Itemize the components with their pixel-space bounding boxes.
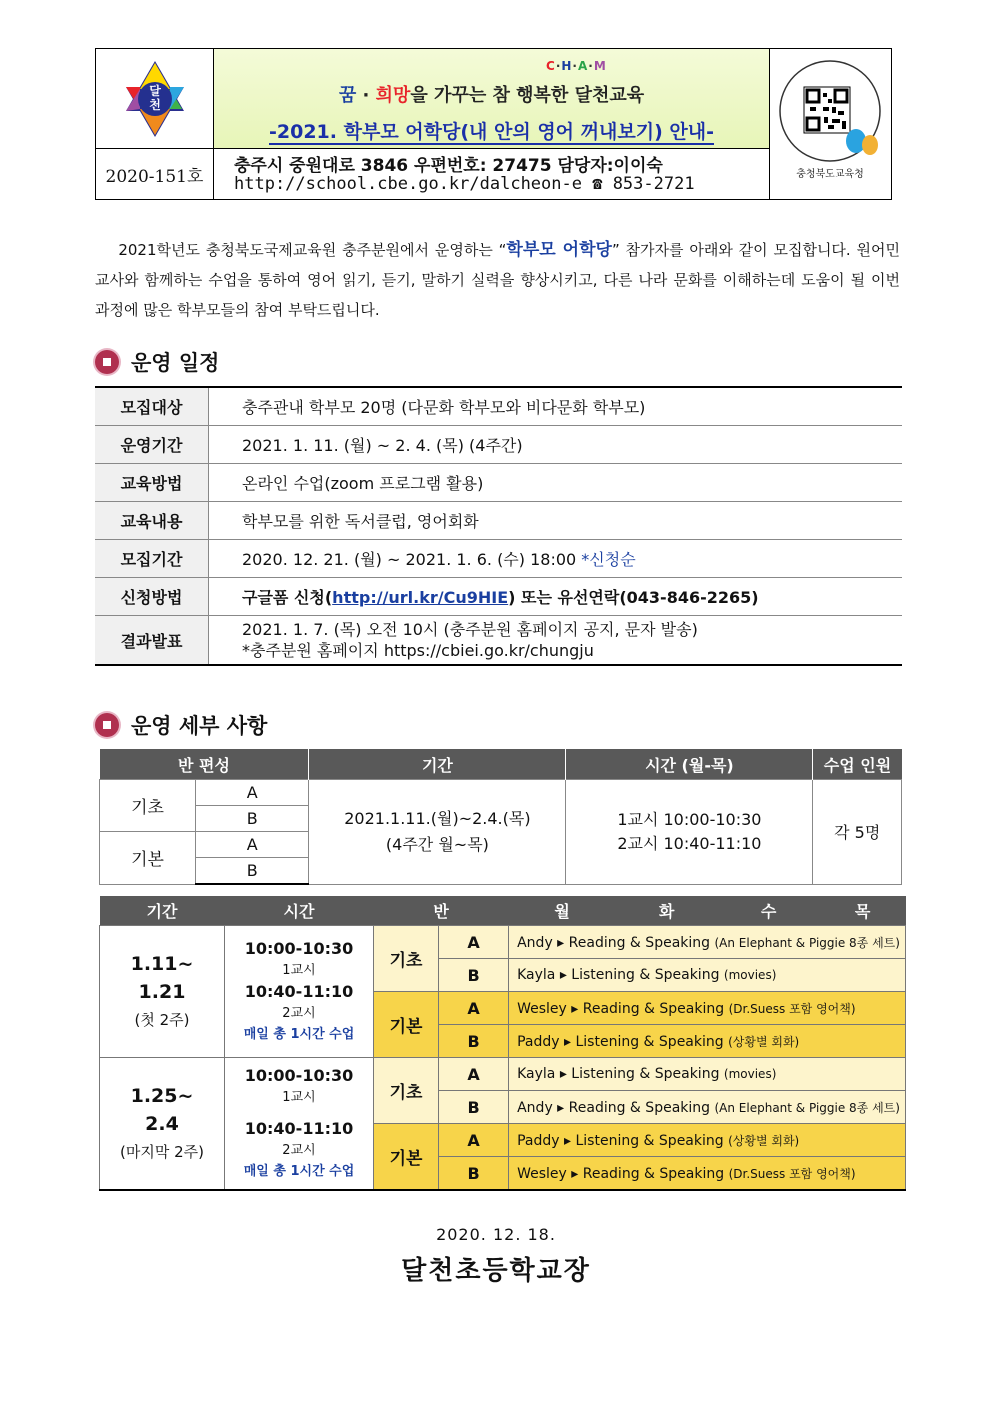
qr-code-icon <box>770 49 890 197</box>
school-logo-icon <box>96 49 214 149</box>
school-slogan: 꿈 · 희망을 가꾸는 참 행복한 달천교육 <box>338 85 645 106</box>
table-row: B Paddy ▸ Listening & Speaking (상황별 회화) <box>100 1025 906 1058</box>
intro-paragraph: 2021학년도 충청북도국제교육원 충주분원에서 운영하는 “학부모 어학당” 참가자를 아래와 같이 모집합니다. 원어민 교사와 함께하는 수업을 통하여 영어 읽기, 듣기, 말하기 실력을 향상시키고, 다른 나라 문화를 이해하는데 도움이 될 이번 과정에 많은 학부모들의 참여 부탁드립니다. <box>95 240 900 319</box>
school-logo-cell <box>96 49 214 149</box>
table-row: B Andy ▸ Reading & Speaking (An Elephant & Piggie 8종 세트) <box>100 1091 906 1124</box>
school-address: 충주시 중원대로 3846 우편번호: 27475 담당자:이이숙 <box>234 156 663 176</box>
table-row: 1.25~ 2.4 (마지막 2주) 10:00-10:30 1교시 10:40-11:10 2교시 매일 총 1시간 수업 기초 A Kayla ▸ Listening & Speaking (movies) <box>100 1058 906 1091</box>
document-header <box>95 48 892 200</box>
office-logo-cell <box>769 49 891 199</box>
table-row: 모집대상 충주관내 학부모 20명 (다문화 학부모와 비다문화 학부모) <box>95 387 902 426</box>
table-row: 운영기간 2021. 1. 11. (월) ~ 2. 4. (목) (4주간) <box>95 426 902 464</box>
weekly-schedule-table: 기간 시간 반 월 화 수 목 1.11~ 1.21 (첫 2주) 10:00-10:30 1교시 10:40-11:10 2교시 매일 총 1시간 수업 기초 A Andy ▸ Reading & Speaking (An Elephant & Piggie 8종 세트) B Kayla ▸ Listening & Speaking (movies) 기본 A Wesley ▸ Reading & Speaking (Dr.Suess 포함 영어책) B Paddy ▸ Listening & Speaking (상황별 회화) 1.25~ 2.4 (마지막 2주) 10:00-10:30 1교시 10:40-11:10 2교시 매일 총 1시간 수업 기초 A Kayla ▸ Listening & Speaking (movies) B Andy ▸ Reading & Speaking (An Elephant & Piggie 8종 세트) 기본 A Paddy ▸ Listening & Speaking (상황별 회화) B Wesley ▸ Reading & Speaking (Dr.Suess 포함 영어책) <box>99 896 906 1191</box>
office-name-text: 충청북도교육청 <box>796 169 864 180</box>
section-title-schedule: 운영 일정 <box>95 347 219 377</box>
signature-line: 달천초등학교장 <box>401 1256 591 1286</box>
table-row: 기본 A Paddy ▸ Listening & Speaking (상황별 회화) <box>100 1124 906 1157</box>
school-contact <box>214 149 769 199</box>
google-form-link[interactable]: http://url.kr/Cu9HIE <box>332 588 509 607</box>
table-row: 1.11~ 1.21 (첫 2주) 10:00-10:30 1교시 10:40-11:10 2교시 매일 총 1시간 수업 기초 A Andy ▸ Reading & Speaking (An Elephant & Piggie 8종 세트) <box>100 926 906 959</box>
table-row: B Wesley ▸ Reading & Speaking (Dr.Suess 포함 영어책) <box>100 1157 906 1191</box>
table-row: 교육내용 학부모를 위한 독서클럽, 영어회화 <box>95 502 902 540</box>
cham-label: C·H·A·M <box>546 59 607 73</box>
table-row: 모집기간 2020. 12. 21. (월) ~ 2021. 1. 6. (수) 18:00 *신청순 <box>95 540 902 578</box>
intro-highlight: 학부모 어학당 <box>506 240 612 260</box>
class-summary-table: 반 편성 기간 시간 (월-목) 수업 인원 기초 A 2021.1.11.(월)~2.4.(목) (4주간 월~목) 1교시 10:00-10:30 2교시 10:40-11:10 각 5명 B 기본 A B <box>99 749 902 885</box>
table-row: B Kayla ▸ Listening & Speaking (movies) <box>100 959 906 992</box>
document-number: 2020-151호 <box>96 149 214 199</box>
table-row: 결과발표 2021. 1. 7. (목) 오전 10시 (충주분원 홈페이지 공지, 문자 발송) *충주분원 홈페이지 https://cbiei.go.kr/chungju <box>95 616 902 666</box>
table-row: 신청방법 구글폼 신청(http://url.kr/Cu9HIE) 또는 유선연락(043-846-2265) <box>95 578 902 616</box>
schedule-info-table <box>95 386 902 666</box>
section-title-details: 운영 세부 사항 <box>95 710 267 740</box>
header-title-cell <box>214 49 769 149</box>
school-url-phone: http://school.cbe.go.kr/dalcheon-e ☎ 853-2721 <box>234 174 695 194</box>
table-row: 기본 A Wesley ▸ Reading & Speaking (Dr.Suess 포함 영어책) <box>100 992 906 1025</box>
table-row: 교육방법 온라인 수업(zoom 프로그램 활용) <box>95 464 902 502</box>
svg-text:천: 천 <box>149 98 161 112</box>
bullet-icon <box>95 713 119 737</box>
document-subtitle: -2021. 학부모 어학당(내 안의 영어 꺼내보기) 안내- <box>269 121 714 143</box>
bullet-icon <box>95 350 119 374</box>
svg-text:달: 달 <box>149 84 161 98</box>
document-date: 2020. 12. 18. <box>436 1225 556 1244</box>
first-come-note: *신청순 <box>581 550 636 569</box>
